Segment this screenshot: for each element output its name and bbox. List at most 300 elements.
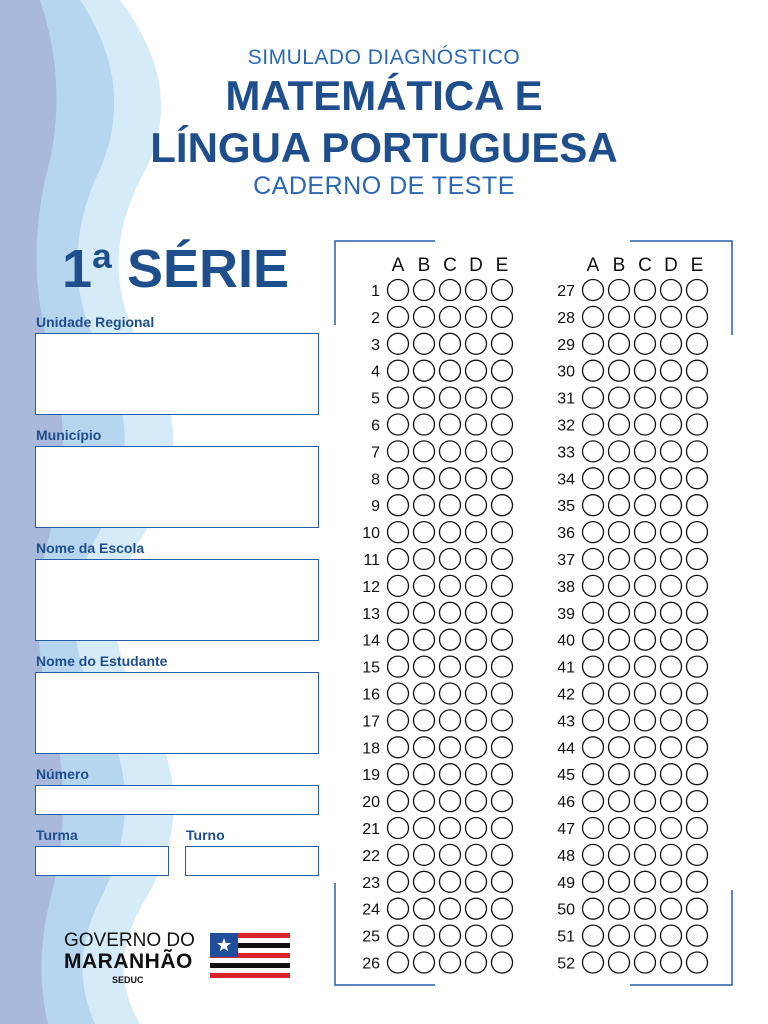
turma-field[interactable]: [35, 846, 169, 876]
answer-bubble-q17-b[interactable]: [414, 710, 435, 731]
answer-bubble-q46-e[interactable]: [687, 791, 708, 812]
answer-bubble-q26-b[interactable]: [414, 952, 435, 973]
answer-bubble-q28-c[interactable]: [635, 306, 656, 327]
answer-bubble-q2-e[interactable]: [492, 306, 513, 327]
answer-bubble-q2-c[interactable]: [440, 306, 461, 327]
answer-bubble-q15-d[interactable]: [466, 656, 487, 677]
question-number: 11: [363, 552, 380, 569]
answer-bubble-q51-e[interactable]: [687, 925, 708, 946]
answer-bubble-q12-b[interactable]: [414, 575, 435, 596]
answer-bubble-q43-a[interactable]: [583, 710, 604, 731]
logo-text-line3: SEDUC: [112, 975, 144, 985]
answer-bubble-q10-e[interactable]: [492, 522, 513, 543]
answer-bubble-q52-b[interactable]: [609, 952, 630, 973]
answer-bubble-q26-e[interactable]: [492, 952, 513, 973]
answer-bubble-q39-a[interactable]: [583, 602, 604, 623]
answer-bubble-q28-b[interactable]: [609, 306, 630, 327]
answer-bubble-q27-b[interactable]: [609, 280, 630, 301]
question-number: 20: [362, 794, 380, 812]
answer-bubble-q1-a[interactable]: [388, 280, 409, 301]
answer-bubble-q27-d[interactable]: [661, 280, 682, 301]
answer-bubble-q37-c[interactable]: [635, 549, 656, 570]
option-header-e: E: [690, 255, 704, 276]
answer-bubble-q47-c[interactable]: [635, 818, 656, 839]
option-header-e: E: [495, 255, 509, 276]
answer-bubble-q52-d[interactable]: [661, 952, 682, 973]
answer-bubble-q6-d[interactable]: [466, 414, 487, 435]
answer-bubble-q14-c[interactable]: [440, 629, 461, 650]
answer-bubble-q32-c[interactable]: [635, 414, 656, 435]
answer-bubble-q49-b[interactable]: [609, 871, 630, 892]
answer-bubble-q28-a[interactable]: [583, 306, 604, 327]
answer-bubble-q42-a[interactable]: [583, 683, 604, 704]
answer-bubble-q39-e[interactable]: [687, 602, 708, 623]
answer-bubble-q26-c[interactable]: [440, 952, 461, 973]
answer-bubble-q11-a[interactable]: [388, 549, 409, 570]
answer-bubble-q42-c[interactable]: [635, 683, 656, 704]
answer-bubble-q9-e[interactable]: [492, 495, 513, 516]
question-number: 37: [557, 552, 575, 569]
answer-bubble-q1-d[interactable]: [466, 280, 487, 301]
answer-bubble-q49-e[interactable]: [687, 871, 708, 892]
answer-bubble-q11-d[interactable]: [466, 549, 487, 570]
answer-bubble-q22-b[interactable]: [414, 844, 435, 865]
answer-bubble-q5-b[interactable]: [414, 387, 435, 408]
question-number: 47: [557, 821, 575, 838]
answer-bubble-q42-d[interactable]: [661, 683, 682, 704]
answer-bubble-q23-c[interactable]: [440, 871, 461, 892]
answer-bubble-q42-b[interactable]: [609, 683, 630, 704]
answer-bubble-q7-d[interactable]: [466, 441, 487, 462]
answer-bubble-q19-c[interactable]: [440, 764, 461, 785]
answer-bubble-q21-b[interactable]: [414, 818, 435, 839]
answer-bubble-q8-a[interactable]: [388, 468, 409, 489]
answer-bubble-q38-e[interactable]: [687, 575, 708, 596]
answer-bubble-q25-e[interactable]: [492, 925, 513, 946]
answer-bubble-q47-d[interactable]: [661, 818, 682, 839]
answer-bubble-q35-e[interactable]: [687, 495, 708, 516]
answer-bubble-q20-b[interactable]: [414, 791, 435, 812]
answer-bubble-q3-e[interactable]: [492, 333, 513, 354]
answer-bubble-q18-d[interactable]: [466, 737, 487, 758]
answer-bubble-q32-a[interactable]: [583, 414, 604, 435]
answer-bubble-q40-a[interactable]: [583, 629, 604, 650]
answer-bubble-q8-d[interactable]: [466, 468, 487, 489]
answer-bubble-q4-c[interactable]: [440, 360, 461, 381]
answer-bubble-q15-c[interactable]: [440, 656, 461, 677]
municipio-field[interactable]: [35, 446, 319, 528]
answer-bubble-q19-d[interactable]: [466, 764, 487, 785]
answer-bubble-q32-d[interactable]: [661, 414, 682, 435]
answer-bubble-q6-a[interactable]: [388, 414, 409, 435]
answer-bubble-q21-a[interactable]: [388, 818, 409, 839]
answer-bubble-q25-d[interactable]: [466, 925, 487, 946]
answer-bubble-q25-a[interactable]: [388, 925, 409, 946]
answer-bubble-q41-e[interactable]: [687, 656, 708, 677]
answer-bubble-q50-c[interactable]: [635, 898, 656, 919]
answer-bubble-q34-b[interactable]: [609, 468, 630, 489]
answer-bubble-q31-e[interactable]: [687, 387, 708, 408]
answer-bubble-q5-c[interactable]: [440, 387, 461, 408]
answer-bubble-q9-d[interactable]: [466, 495, 487, 516]
answer-bubble-q22-c[interactable]: [440, 844, 461, 865]
answer-bubble-q14-b[interactable]: [414, 629, 435, 650]
answer-bubble-q49-a[interactable]: [583, 871, 604, 892]
answer-bubble-q20-a[interactable]: [388, 791, 409, 812]
logo-text-line1: GOVERNO DO: [64, 930, 195, 951]
answer-bubble-q30-a[interactable]: [583, 360, 604, 381]
answer-bubble-q31-c[interactable]: [635, 387, 656, 408]
answer-bubble-q19-b[interactable]: [414, 764, 435, 785]
question-number: 2: [371, 309, 380, 327]
answer-bubble-q1-b[interactable]: [414, 280, 435, 301]
option-header-b: B: [417, 255, 431, 276]
answer-bubble-q47-a[interactable]: [583, 818, 604, 839]
answer-bubble-q16-b[interactable]: [414, 683, 435, 704]
answer-bubble-q38-d[interactable]: [661, 575, 682, 596]
numero-label: Número: [36, 766, 89, 782]
answer-bubble-q36-b[interactable]: [609, 522, 630, 543]
answer-bubble-q28-e[interactable]: [687, 306, 708, 327]
answer-bubble-q26-d[interactable]: [466, 952, 487, 973]
answer-bubble-q12-e[interactable]: [492, 575, 513, 596]
answer-bubble-q20-c[interactable]: [440, 791, 461, 812]
answer-bubble-q12-a[interactable]: [388, 575, 409, 596]
answer-bubble-q32-b[interactable]: [609, 414, 630, 435]
question-number: 50: [557, 901, 575, 919]
answer-bubble-q41-d[interactable]: [661, 656, 682, 677]
answer-bubble-q39-b[interactable]: [609, 602, 630, 623]
answer-bubble-q23-b[interactable]: [414, 871, 435, 892]
answer-bubble-q1-c[interactable]: [440, 280, 461, 301]
answer-bubble-q16-c[interactable]: [440, 683, 461, 704]
answer-bubble-q5-a[interactable]: [388, 387, 409, 408]
answer-bubble-q2-a[interactable]: [388, 306, 409, 327]
answer-bubble-q34-e[interactable]: [687, 468, 708, 489]
answer-bubble-q23-e[interactable]: [492, 871, 513, 892]
answer-bubble-q4-d[interactable]: [466, 360, 487, 381]
answer-bubble-q45-c[interactable]: [635, 764, 656, 785]
answer-bubble-q51-c[interactable]: [635, 925, 656, 946]
answer-bubble-q15-e[interactable]: [492, 656, 513, 677]
answer-bubble-q33-b[interactable]: [609, 441, 630, 462]
answer-bubble-q43-d[interactable]: [661, 710, 682, 731]
answer-bubble-q30-b[interactable]: [609, 360, 630, 381]
answer-bubble-q4-e[interactable]: [492, 360, 513, 381]
answer-bubble-q35-a[interactable]: [583, 495, 604, 516]
answer-bubble-q45-e[interactable]: [687, 764, 708, 785]
question-number: 5: [371, 390, 380, 408]
question-number: 51: [557, 928, 575, 946]
answer-bubble-q6-c[interactable]: [440, 414, 461, 435]
answer-bubble-q45-d[interactable]: [661, 764, 682, 785]
answer-bubble-q8-b[interactable]: [414, 468, 435, 489]
unidade-regional-field[interactable]: [35, 333, 319, 415]
answer-bubble-q13-b[interactable]: [414, 602, 435, 623]
answer-bubble-q32-e[interactable]: [687, 414, 708, 435]
answer-bubble-q51-a[interactable]: [583, 925, 604, 946]
answer-bubble-q50-d[interactable]: [661, 898, 682, 919]
answer-bubble-q13-c[interactable]: [440, 602, 461, 623]
answer-bubble-q44-c[interactable]: [635, 737, 656, 758]
answer-bubble-q21-e[interactable]: [492, 818, 513, 839]
answer-bubble-q41-a[interactable]: [583, 656, 604, 677]
answer-bubble-q9-b[interactable]: [414, 495, 435, 516]
answer-bubble-q24-e[interactable]: [492, 898, 513, 919]
answer-bubble-q50-e[interactable]: [687, 898, 708, 919]
answer-bubble-q34-d[interactable]: [661, 468, 682, 489]
answer-bubble-q41-b[interactable]: [609, 656, 630, 677]
answer-bubble-q13-d[interactable]: [466, 602, 487, 623]
answer-bubble-q29-a[interactable]: [583, 333, 604, 354]
answer-bubble-q30-c[interactable]: [635, 360, 656, 381]
answer-bubble-q17-a[interactable]: [388, 710, 409, 731]
answer-bubble-q10-a[interactable]: [388, 522, 409, 543]
question-number: 29: [557, 336, 575, 354]
answer-bubble-q30-d[interactable]: [661, 360, 682, 381]
answer-bubble-q51-d[interactable]: [661, 925, 682, 946]
answer-bubble-q10-c[interactable]: [440, 522, 461, 543]
answer-bubble-q27-c[interactable]: [635, 280, 656, 301]
answer-bubble-q22-e[interactable]: [492, 844, 513, 865]
answer-bubble-q18-e[interactable]: [492, 737, 513, 758]
answer-bubble-q19-e[interactable]: [492, 764, 513, 785]
answer-bubble-q34-c[interactable]: [635, 468, 656, 489]
answer-bubble-q33-d[interactable]: [661, 441, 682, 462]
question-number: 3: [371, 336, 380, 354]
answer-bubble-q35-b[interactable]: [609, 495, 630, 516]
answer-bubble-q45-a[interactable]: [583, 764, 604, 785]
question-number: 42: [557, 686, 575, 704]
answer-bubble-q21-c[interactable]: [440, 818, 461, 839]
answer-bubble-q50-b[interactable]: [609, 898, 630, 919]
answer-bubble-q13-a[interactable]: [388, 602, 409, 623]
answer-bubble-q22-d[interactable]: [466, 844, 487, 865]
answer-bubble-q29-c[interactable]: [635, 333, 656, 354]
answer-bubble-q24-d[interactable]: [466, 898, 487, 919]
answer-bubble-q37-d[interactable]: [661, 549, 682, 570]
answer-bubble-q4-b[interactable]: [414, 360, 435, 381]
answer-bubble-q48-c[interactable]: [635, 844, 656, 865]
answer-bubble-q9-a[interactable]: [388, 495, 409, 516]
answer-bubble-q7-e[interactable]: [492, 441, 513, 462]
answer-bubble-q2-d[interactable]: [466, 306, 487, 327]
answer-bubble-q14-d[interactable]: [466, 629, 487, 650]
answer-bubble-q18-a[interactable]: [388, 737, 409, 758]
answer-bubble-q37-b[interactable]: [609, 549, 630, 570]
answer-bubble-q18-c[interactable]: [440, 737, 461, 758]
question-number: 43: [557, 713, 575, 731]
question-number: 41: [557, 659, 575, 677]
nome-escola-field[interactable]: [35, 559, 319, 641]
answer-bubble-q17-d[interactable]: [466, 710, 487, 731]
answer-bubble-q25-c[interactable]: [440, 925, 461, 946]
answer-bubble-q20-e[interactable]: [492, 791, 513, 812]
answer-bubble-q36-c[interactable]: [635, 522, 656, 543]
answer-bubble-q46-a[interactable]: [583, 791, 604, 812]
answer-bubble-q5-d[interactable]: [466, 387, 487, 408]
answer-bubble-q48-a[interactable]: [583, 844, 604, 865]
answer-bubble-q36-a[interactable]: [583, 522, 604, 543]
answer-bubble-q3-b[interactable]: [414, 333, 435, 354]
answer-bubble-q23-a[interactable]: [388, 871, 409, 892]
answer-bubble-q46-c[interactable]: [635, 791, 656, 812]
answer-bubble-q43-e[interactable]: [687, 710, 708, 731]
numero-field[interactable]: [35, 785, 319, 815]
answer-bubble-q31-b[interactable]: [609, 387, 630, 408]
answer-bubble-q24-a[interactable]: [388, 898, 409, 919]
turno-field[interactable]: [185, 846, 319, 876]
answer-bubble-q13-e[interactable]: [492, 602, 513, 623]
answer-bubble-q40-e[interactable]: [687, 629, 708, 650]
answer-bubble-q19-a[interactable]: [388, 764, 409, 785]
answer-bubble-q24-c[interactable]: [440, 898, 461, 919]
answer-bubble-q16-e[interactable]: [492, 683, 513, 704]
answer-bubble-q1-e[interactable]: [492, 280, 513, 301]
answer-bubble-q43-b[interactable]: [609, 710, 630, 731]
answer-bubble-q8-e[interactable]: [492, 468, 513, 489]
answer-bubble-q25-b[interactable]: [414, 925, 435, 946]
answer-bubble-q6-e[interactable]: [492, 414, 513, 435]
answer-bubble-q33-a[interactable]: [583, 441, 604, 462]
answer-bubble-q27-e[interactable]: [687, 280, 708, 301]
answer-bubble-q29-e[interactable]: [687, 333, 708, 354]
answer-bubble-q16-a[interactable]: [388, 683, 409, 704]
question-number: 15: [362, 659, 380, 677]
answer-bubble-q24-b[interactable]: [414, 898, 435, 919]
answer-bubble-q11-c[interactable]: [440, 549, 461, 570]
answer-bubble-q26-a[interactable]: [388, 952, 409, 973]
answer-bubble-q3-c[interactable]: [440, 333, 461, 354]
answer-bubble-q52-e[interactable]: [687, 952, 708, 973]
answer-bubble-q17-e[interactable]: [492, 710, 513, 731]
answer-bubble-q37-a[interactable]: [583, 549, 604, 570]
answer-bubble-q29-d[interactable]: [661, 333, 682, 354]
answer-bubble-q23-d[interactable]: [466, 871, 487, 892]
answer-bubble-q31-d[interactable]: [661, 387, 682, 408]
answer-bubble-q47-e[interactable]: [687, 818, 708, 839]
answer-bubble-q4-a[interactable]: [388, 360, 409, 381]
answer-bubble-q3-a[interactable]: [388, 333, 409, 354]
answer-bubble-q11-b[interactable]: [414, 549, 435, 570]
answer-bubble-q52-c[interactable]: [635, 952, 656, 973]
answer-bubble-q10-d[interactable]: [466, 522, 487, 543]
answer-bubble-q7-a[interactable]: [388, 441, 409, 462]
answer-bubble-q49-c[interactable]: [635, 871, 656, 892]
answer-bubble-q22-a[interactable]: [388, 844, 409, 865]
question-number: 40: [557, 632, 575, 650]
answer-bubble-q37-e[interactable]: [687, 549, 708, 570]
answer-bubble-q5-e[interactable]: [492, 387, 513, 408]
answer-bubble-q7-c[interactable]: [440, 441, 461, 462]
answer-bubble-q35-c[interactable]: [635, 495, 656, 516]
answer-bubble-q48-b[interactable]: [609, 844, 630, 865]
answer-bubble-q45-b[interactable]: [609, 764, 630, 785]
answer-bubble-q48-e[interactable]: [687, 844, 708, 865]
answer-bubble-q44-a[interactable]: [583, 737, 604, 758]
exam-title-line2: LÍNGUA PORTUGUESA: [150, 124, 618, 171]
answer-bubble-q33-e[interactable]: [687, 441, 708, 462]
answer-bubble-q16-d[interactable]: [466, 683, 487, 704]
answer-bubble-q50-a[interactable]: [583, 898, 604, 919]
answer-bubble-q42-e[interactable]: [687, 683, 708, 704]
answer-bubble-q47-b[interactable]: [609, 818, 630, 839]
question-number: 35: [557, 498, 575, 516]
answer-bubble-q40-c[interactable]: [635, 629, 656, 650]
answer-bubble-q44-d[interactable]: [661, 737, 682, 758]
answer-bubble-q15-b[interactable]: [414, 656, 435, 677]
answer-bubble-q44-e[interactable]: [687, 737, 708, 758]
answer-bubble-q34-a[interactable]: [583, 468, 604, 489]
answer-bubble-q38-a[interactable]: [583, 575, 604, 596]
answer-bubble-q7-b[interactable]: [414, 441, 435, 462]
answer-bubble-q15-a[interactable]: [388, 656, 409, 677]
question-number: 14: [362, 632, 380, 650]
answer-bubble-q36-e[interactable]: [687, 522, 708, 543]
option-header-c: C: [443, 255, 457, 276]
answer-bubble-q46-b[interactable]: [609, 791, 630, 812]
answer-bubble-q36-d[interactable]: [661, 522, 682, 543]
answer-bubble-q39-d[interactable]: [661, 602, 682, 623]
nome-estudante-label: Nome do Estudante: [36, 653, 168, 669]
answer-bubble-q9-c[interactable]: [440, 495, 461, 516]
answer-bubble-q10-b[interactable]: [414, 522, 435, 543]
answer-bubble-q39-c[interactable]: [635, 602, 656, 623]
answer-bubble-q14-a[interactable]: [388, 629, 409, 650]
answer-bubble-q46-d[interactable]: [661, 791, 682, 812]
answer-bubble-q20-d[interactable]: [466, 791, 487, 812]
answer-bubble-q2-b[interactable]: [414, 306, 435, 327]
answer-bubble-q14-e[interactable]: [492, 629, 513, 650]
answer-bubble-q33-c[interactable]: [635, 441, 656, 462]
answer-bubble-q8-c[interactable]: [440, 468, 461, 489]
answer-bubble-q31-a[interactable]: [583, 387, 604, 408]
answer-bubble-q29-b[interactable]: [609, 333, 630, 354]
answer-bubble-q40-d[interactable]: [661, 629, 682, 650]
answer-bubble-q21-d[interactable]: [466, 818, 487, 839]
answer-bubble-q48-d[interactable]: [661, 844, 682, 865]
answer-bubble-q49-d[interactable]: [661, 871, 682, 892]
question-number: 24: [362, 901, 380, 919]
answer-bubble-q51-b[interactable]: [609, 925, 630, 946]
answer-bubble-q38-c[interactable]: [635, 575, 656, 596]
answer-bubble-q41-c[interactable]: [635, 656, 656, 677]
answer-bubble-q12-c[interactable]: [440, 575, 461, 596]
answer-bubble-q18-b[interactable]: [414, 737, 435, 758]
answer-bubble-q27-a[interactable]: [583, 280, 604, 301]
question-number: 19: [362, 767, 380, 785]
answer-bubble-q11-e[interactable]: [492, 549, 513, 570]
answer-bubble-q44-b[interactable]: [609, 737, 630, 758]
answer-bubble-q35-d[interactable]: [661, 495, 682, 516]
answer-bubble-q38-b[interactable]: [609, 575, 630, 596]
question-number: 26: [362, 955, 380, 973]
answer-bubble-q3-d[interactable]: [466, 333, 487, 354]
answer-bubble-q40-b[interactable]: [609, 629, 630, 650]
answer-bubble-q52-a[interactable]: [583, 952, 604, 973]
answer-bubble-q17-c[interactable]: [440, 710, 461, 731]
question-number: 22: [362, 847, 380, 865]
answer-bubble-q43-c[interactable]: [635, 710, 656, 731]
answer-bubble-q30-e[interactable]: [687, 360, 708, 381]
answer-bubble-q12-d[interactable]: [466, 575, 487, 596]
municipio-label: Município: [36, 427, 102, 443]
answer-bubble-q28-d[interactable]: [661, 306, 682, 327]
nome-estudante-field[interactable]: [35, 672, 319, 754]
answer-bubble-q6-b[interactable]: [414, 414, 435, 435]
option-header-a: A: [586, 255, 600, 276]
question-number: 36: [557, 525, 575, 543]
